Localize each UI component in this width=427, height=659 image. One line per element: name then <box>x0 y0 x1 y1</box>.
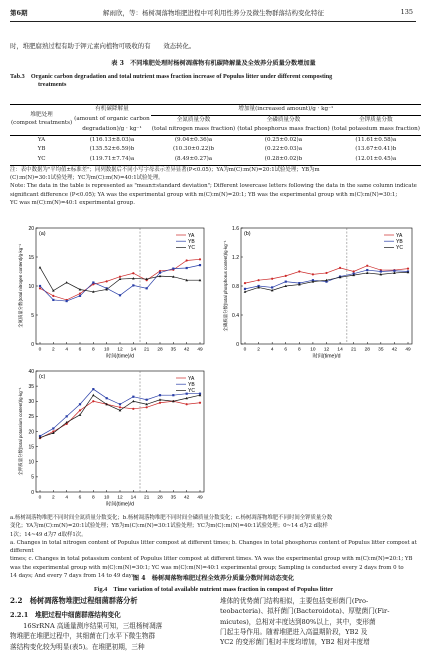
y-axis-label: 全氮质量分数(total nitrogen content)/g·kg⁻¹ <box>18 244 23 328</box>
data-point-YB <box>119 403 121 405</box>
y-tick-label: 1.6 <box>232 225 239 232</box>
x-tick-label: 6 <box>78 495 82 501</box>
x-tick-label: 0 <box>38 347 42 353</box>
x-tick-label: 6 <box>284 347 288 353</box>
fig-note-en-4: 14 days; And every 7 days from 14 to 49 days. <box>10 573 137 580</box>
subsection-heading: 2.2.1 堆肥过程中细菌群落结构变化 <box>10 611 121 619</box>
legend-label: YC <box>396 245 403 252</box>
y-tick-label: 0 <box>236 341 239 348</box>
panel-label: (a) <box>39 231 46 237</box>
page-number: 135 <box>400 8 413 16</box>
right-column <box>220 596 420 647</box>
series-line-YB <box>40 389 200 436</box>
data-point-YA <box>353 270 355 272</box>
data-point-YA <box>79 292 81 294</box>
y-tick-label: 15 <box>28 444 34 451</box>
x-tick-label: 21 <box>143 495 150 501</box>
data-point-YB <box>119 294 121 296</box>
y-tick-label: 5 <box>31 474 34 481</box>
data-point-YA <box>106 280 108 282</box>
table3 <box>10 104 421 166</box>
data-point-YB <box>66 300 68 302</box>
table3-caption-en-2: treatments <box>38 81 67 88</box>
y-tick-label: 0 <box>31 341 34 348</box>
table-row <box>10 135 421 145</box>
x-axis-label: 时间(time)/d <box>312 353 341 360</box>
y-tick-label: 0 <box>31 489 34 496</box>
data-point-YA <box>186 259 188 261</box>
table3-notes <box>10 166 420 207</box>
legend-label: YC <box>188 245 195 252</box>
table-header-oc-cn: 有机碳降解量 <box>95 106 129 113</box>
data-point-YB <box>380 270 382 272</box>
fig-note-en-2: times; c. Changes in total potassium content of Populus litter compost at different times. YA was the experimental group with m(C):m(N)=20:1; YB <box>10 556 413 563</box>
x-tick-label: 4 <box>65 495 69 501</box>
x-tick-label: 42 <box>391 347 398 353</box>
data-point-YB <box>79 295 81 297</box>
table-header-tk-en: (total potassium mass fraction) <box>331 126 420 133</box>
data-point-YA <box>199 258 201 260</box>
fig-note-en-3: was the experimental group with m(C):m(N)=30:1; YC was m(C):m(N)=40:1 experimental group; Sampling is conducted every 2 days from 0 to <box>10 564 404 571</box>
x-tick-label: 35 <box>378 347 384 353</box>
data-point-YA <box>407 268 409 270</box>
data-point-YA <box>119 276 121 278</box>
x-axis-label: 时间(time)/d <box>106 501 134 508</box>
data-point-YA <box>92 400 94 402</box>
y-axis-label: 全钾质量分数(total potassium content)/g·kg⁻¹ <box>18 387 23 476</box>
cell-treatment: YB <box>37 146 46 153</box>
intro-line: 时，堆肥腐熟过程有助于钾元素向植物可吸收的有 效态转化。 <box>10 42 196 50</box>
y-tick-label: 20 <box>28 225 34 232</box>
data-point-YA <box>79 409 81 411</box>
x-tick-label: 4 <box>65 347 69 353</box>
x-tick-label: 12 <box>117 347 123 353</box>
data-point-YB <box>39 285 41 287</box>
data-point-YC <box>65 281 68 283</box>
cell-oc: (119.71±7.74)a <box>89 155 135 162</box>
y-tick-label: 15 <box>28 254 34 261</box>
y-tick-label: 20 <box>28 429 34 436</box>
table-header-tn-cn: 全氮质量分数 <box>176 116 211 123</box>
panel-label: (b) <box>244 231 251 237</box>
x-tick-label: 14 <box>337 347 343 353</box>
x-tick-label: 10 <box>103 347 110 353</box>
x-tick-label: 35 <box>170 347 177 353</box>
note-en-2: significant difference (P<0.05); YA was the experimental group with m(C):m(N)=20:1; YB was the experimental group with m(C):m(N)=30:1; <box>10 191 398 198</box>
table-row <box>10 155 421 165</box>
data-point-YB <box>186 267 188 269</box>
y-tick-label: 1.2 <box>232 254 239 261</box>
cell-treatment: YA <box>37 136 46 143</box>
data-point-YB <box>66 415 68 417</box>
paragraph-line: 16SrRNA 高通量测序结果可知，三组杨树凋落 <box>10 622 163 630</box>
cell-oc: (135.52±6.59)b <box>89 146 135 153</box>
data-point-YA <box>325 272 327 274</box>
data-point-YA <box>271 278 273 280</box>
data-point-YA <box>159 402 161 404</box>
y-tick-label: 0.4 <box>232 312 239 319</box>
cell-tn: (8.49±0.27)a <box>174 155 213 162</box>
x-axis-label: 时间(time)/d <box>106 353 134 360</box>
data-point-YB <box>92 388 94 390</box>
panel-label: (c) <box>39 374 46 380</box>
x-tick-label: 12 <box>117 495 123 501</box>
figure4-caption-en: Fig.4 Time variation of total available nutrient mass fraction in compost of Populus litter <box>94 586 333 593</box>
y-axis-label: 全磷质量分数(total phosphorus content)/g·kg⁻¹ <box>223 240 228 332</box>
note-en-1: Note: The data in the table is represented as "mean±standard deviation"; Different lowercase letters following the data in the same column indicate <box>10 183 417 190</box>
data-point-YB <box>172 268 174 270</box>
x-tick-label: 21 <box>143 347 150 353</box>
fig-note-cn-1: a.杨树凋落物堆肥不同时间全氮质量分数变化；b.杨树凋落物堆肥不同时间全磷质量分数变化；c.杨树凋落物堆肥不同时间全钾质量分数 <box>10 515 333 521</box>
x-tick-label: 49 <box>405 347 411 353</box>
plot-frame <box>36 371 204 492</box>
y-tick-label: 35 <box>28 383 34 390</box>
cell-tk: (13.67±0.41)b <box>355 146 397 153</box>
paragraph-line: YC2 的变形菌门相对丰度均增加，YB2 相对丰度增 <box>220 638 370 647</box>
x-tick-label: 35 <box>170 495 177 501</box>
paragraph-line: teobacteria)、拟杆菌门(Bacteroidota)、厚壁菌门(Fir- <box>220 607 390 616</box>
data-point-YA <box>298 270 300 272</box>
cell-tp: (0.28±0.02)b <box>264 155 303 162</box>
legend-label: YA <box>188 375 195 382</box>
x-tick-label: 8 <box>297 347 301 353</box>
figure4-caption-cn: 图 4 杨树凋落物堆肥过程全效养分质量分数时间动态变化 <box>132 575 295 582</box>
x-tick-label: 42 <box>183 347 190 353</box>
cell-tp: (0.25±0.02)a <box>264 136 303 143</box>
cell-tn: (9.04±0.36)a <box>174 136 213 143</box>
y-tick-label: 5 <box>31 312 34 319</box>
figure4-notes <box>10 514 420 580</box>
data-point-YB <box>132 396 134 398</box>
x-tick-label: 28 <box>364 347 370 353</box>
fig-note-cn-2: 变化；YA为m(C):m(N)=20:1试验处理；YB为m(C):m(N)=30:1试验处理；YC为m(C):m(N)=40:1试验处理；0~14 d为2 d取样 <box>10 523 328 530</box>
data-point-YB <box>285 281 287 283</box>
x-tick-label: 14 <box>130 495 137 501</box>
fig-note-en-1: a. Changes in total nitrogen content of Populus litter compost at different times; b. Changes in total phosphorus content of Populus litter compost at different <box>10 539 417 555</box>
section-heading: 2.2 杨树凋落物堆肥过程细菌群落分析 <box>10 596 138 605</box>
data-point-YA <box>39 287 41 289</box>
table-header-oc-en: (amount of organic carbon <box>74 116 150 123</box>
data-point-YB <box>172 394 174 396</box>
issue-number: 第6期 <box>10 9 28 17</box>
treat-en: (compost treatments) <box>11 119 73 126</box>
x-tick-label: 8 <box>91 347 95 353</box>
note-cn-2: (C):m(N)=30:1试验处理；YC为m(C):m(N)=40:1试验处理。 <box>10 175 164 182</box>
y-tick-label: 10 <box>28 283 34 290</box>
x-tick-label: 2 <box>257 347 260 353</box>
data-point-YA <box>366 265 368 267</box>
fig-note-cn-3: 1次；14~49 d为7 d取样1次。 <box>10 531 87 538</box>
data-point-YC <box>39 266 42 268</box>
table-header-treatment <box>10 105 73 136</box>
paragraph-line: micutes)，总相对丰度达到80%以上，其中，变形菌 <box>220 617 376 626</box>
x-tick-label: 49 <box>197 347 203 353</box>
note-en-3: YC was m(C):m(N)=40:1 experimental group. <box>10 199 135 206</box>
table3-caption-en-1: Tab.3 Organic carbon degradation and total nutrient mass fraction increase of Populus litter under different composting <box>10 73 333 80</box>
legend-label: YB <box>396 239 403 245</box>
cell-tn: (10.30±0.22)b <box>172 146 215 153</box>
data-point-YC <box>92 394 95 396</box>
x-tick-label: 49 <box>197 495 203 501</box>
data-point-YB <box>79 403 81 405</box>
y-tick-label: 40 <box>28 368 34 375</box>
data-point-YC <box>132 400 135 402</box>
cell-tp: (0.22±0.03)a <box>264 146 303 153</box>
left-column <box>10 621 210 652</box>
cell-treatment: YC <box>37 155 46 162</box>
paragraph-line: 物堆肥在堆肥过程中，其细菌在门水平下微生物群 <box>10 632 156 641</box>
table-header-tp-en: (total phosphorus mass fraction) <box>237 126 330 133</box>
data-point-YA <box>339 267 341 269</box>
data-point-YA <box>119 406 121 408</box>
data-point-YB <box>52 299 54 301</box>
data-point-YB <box>244 288 246 290</box>
data-point-YB <box>92 281 94 283</box>
y-tick-label: 30 <box>28 399 34 406</box>
y-tick-label: 0.8 <box>232 283 239 290</box>
data-point-YA <box>312 273 314 275</box>
chart-b <box>215 222 420 362</box>
x-tick-label: 4 <box>270 347 274 353</box>
running-title: 解雨欣，等：杨树凋落物堆肥进程中可利用性养分及微生物群落结构变化特征 <box>103 9 324 17</box>
table-header-tn-en: (total nitrogen mass fraction) <box>151 126 236 133</box>
legend-label: YA <box>396 232 403 239</box>
data-point-YB <box>159 272 161 274</box>
legend-label: YB <box>188 239 195 245</box>
plot-frame <box>241 228 412 344</box>
table-header-tp-cn: 全磷质量分数 <box>266 116 301 123</box>
paragraph-line: 堆体的优势菌门结构相似，主要包括变形菌门(Pro- <box>220 597 369 605</box>
table-header-oc-en2: degradation)/g · kg⁻¹ <box>82 126 142 133</box>
data-point-YB <box>159 394 161 396</box>
data-point-YB <box>146 399 148 401</box>
y-tick-label: 10 <box>28 459 34 466</box>
data-point-YB <box>106 397 108 399</box>
x-tick-label: 2 <box>51 347 55 353</box>
x-tick-label: 21 <box>350 347 357 353</box>
data-point-YA <box>146 406 148 408</box>
data-point-YA <box>52 295 54 297</box>
x-tick-label: 14 <box>130 347 137 353</box>
data-point-YA <box>132 408 134 410</box>
data-point-YB <box>146 287 148 289</box>
legend-label: YC <box>188 388 195 395</box>
data-point-YB <box>366 269 368 271</box>
table3-caption-cn: 表 3 不同堆肥处理时杨树凋落物有机碳降解量及全效养分质量分数增加量 <box>111 60 316 67</box>
table-row <box>10 145 421 155</box>
chart-a <box>10 222 210 362</box>
data-point-YA <box>199 402 201 404</box>
x-tick-label: 0 <box>243 347 247 353</box>
x-tick-label: 10 <box>310 347 316 353</box>
x-tick-label: 8 <box>91 495 95 501</box>
treat-cn: 堆肥处理 <box>30 112 53 119</box>
data-point-YA <box>132 272 134 274</box>
data-point-YB <box>271 286 273 288</box>
paragraph-line: 落结构变化较为明显(表5)。在堆肥初期，三种 <box>10 642 145 651</box>
legend-label: YB <box>188 382 195 388</box>
x-tick-label: 12 <box>323 347 330 353</box>
x-tick-label: 28 <box>157 347 163 353</box>
x-tick-label: 28 <box>157 495 163 501</box>
x-tick-label: 42 <box>183 495 190 501</box>
data-point-YB <box>199 264 201 266</box>
table-header-tk-cn: 全钾质量分数 <box>358 116 393 123</box>
cell-oc: (116.13±8.03)a <box>89 136 135 143</box>
data-point-YB <box>52 427 54 429</box>
note-cn-1: 注：表中数据为"平均值±标准差"；同列数据后不同小写字母表示差异显著(P<0.05)；YA为m(C):m(N)=20:1试验处理；YB为m <box>10 167 320 173</box>
x-tick-label: 0 <box>38 495 42 501</box>
x-tick-label: 6 <box>78 347 82 353</box>
cell-tk: (12.01±0.45)a <box>355 155 397 162</box>
chart-c <box>10 365 210 510</box>
cell-tk: (11.61±0.58)a <box>355 136 397 143</box>
header-rule <box>10 21 416 22</box>
paragraph-line: 门起主导作用。随着堆肥进入高温期阶段，YB2 及 <box>220 627 368 636</box>
legend-label: YA <box>188 232 195 239</box>
table-header-increase: 增加量(increased amount)/g · kg⁻¹ <box>151 105 421 116</box>
data-point-YA <box>244 282 246 284</box>
data-point-YA <box>285 275 287 277</box>
x-tick-label: 10 <box>103 495 110 501</box>
data-point-YA <box>257 279 259 281</box>
y-tick-label: 25 <box>28 414 34 421</box>
data-point-YB <box>393 270 395 272</box>
data-point-YA <box>186 403 188 405</box>
data-point-YB <box>132 284 134 286</box>
x-tick-label: 2 <box>51 495 55 501</box>
